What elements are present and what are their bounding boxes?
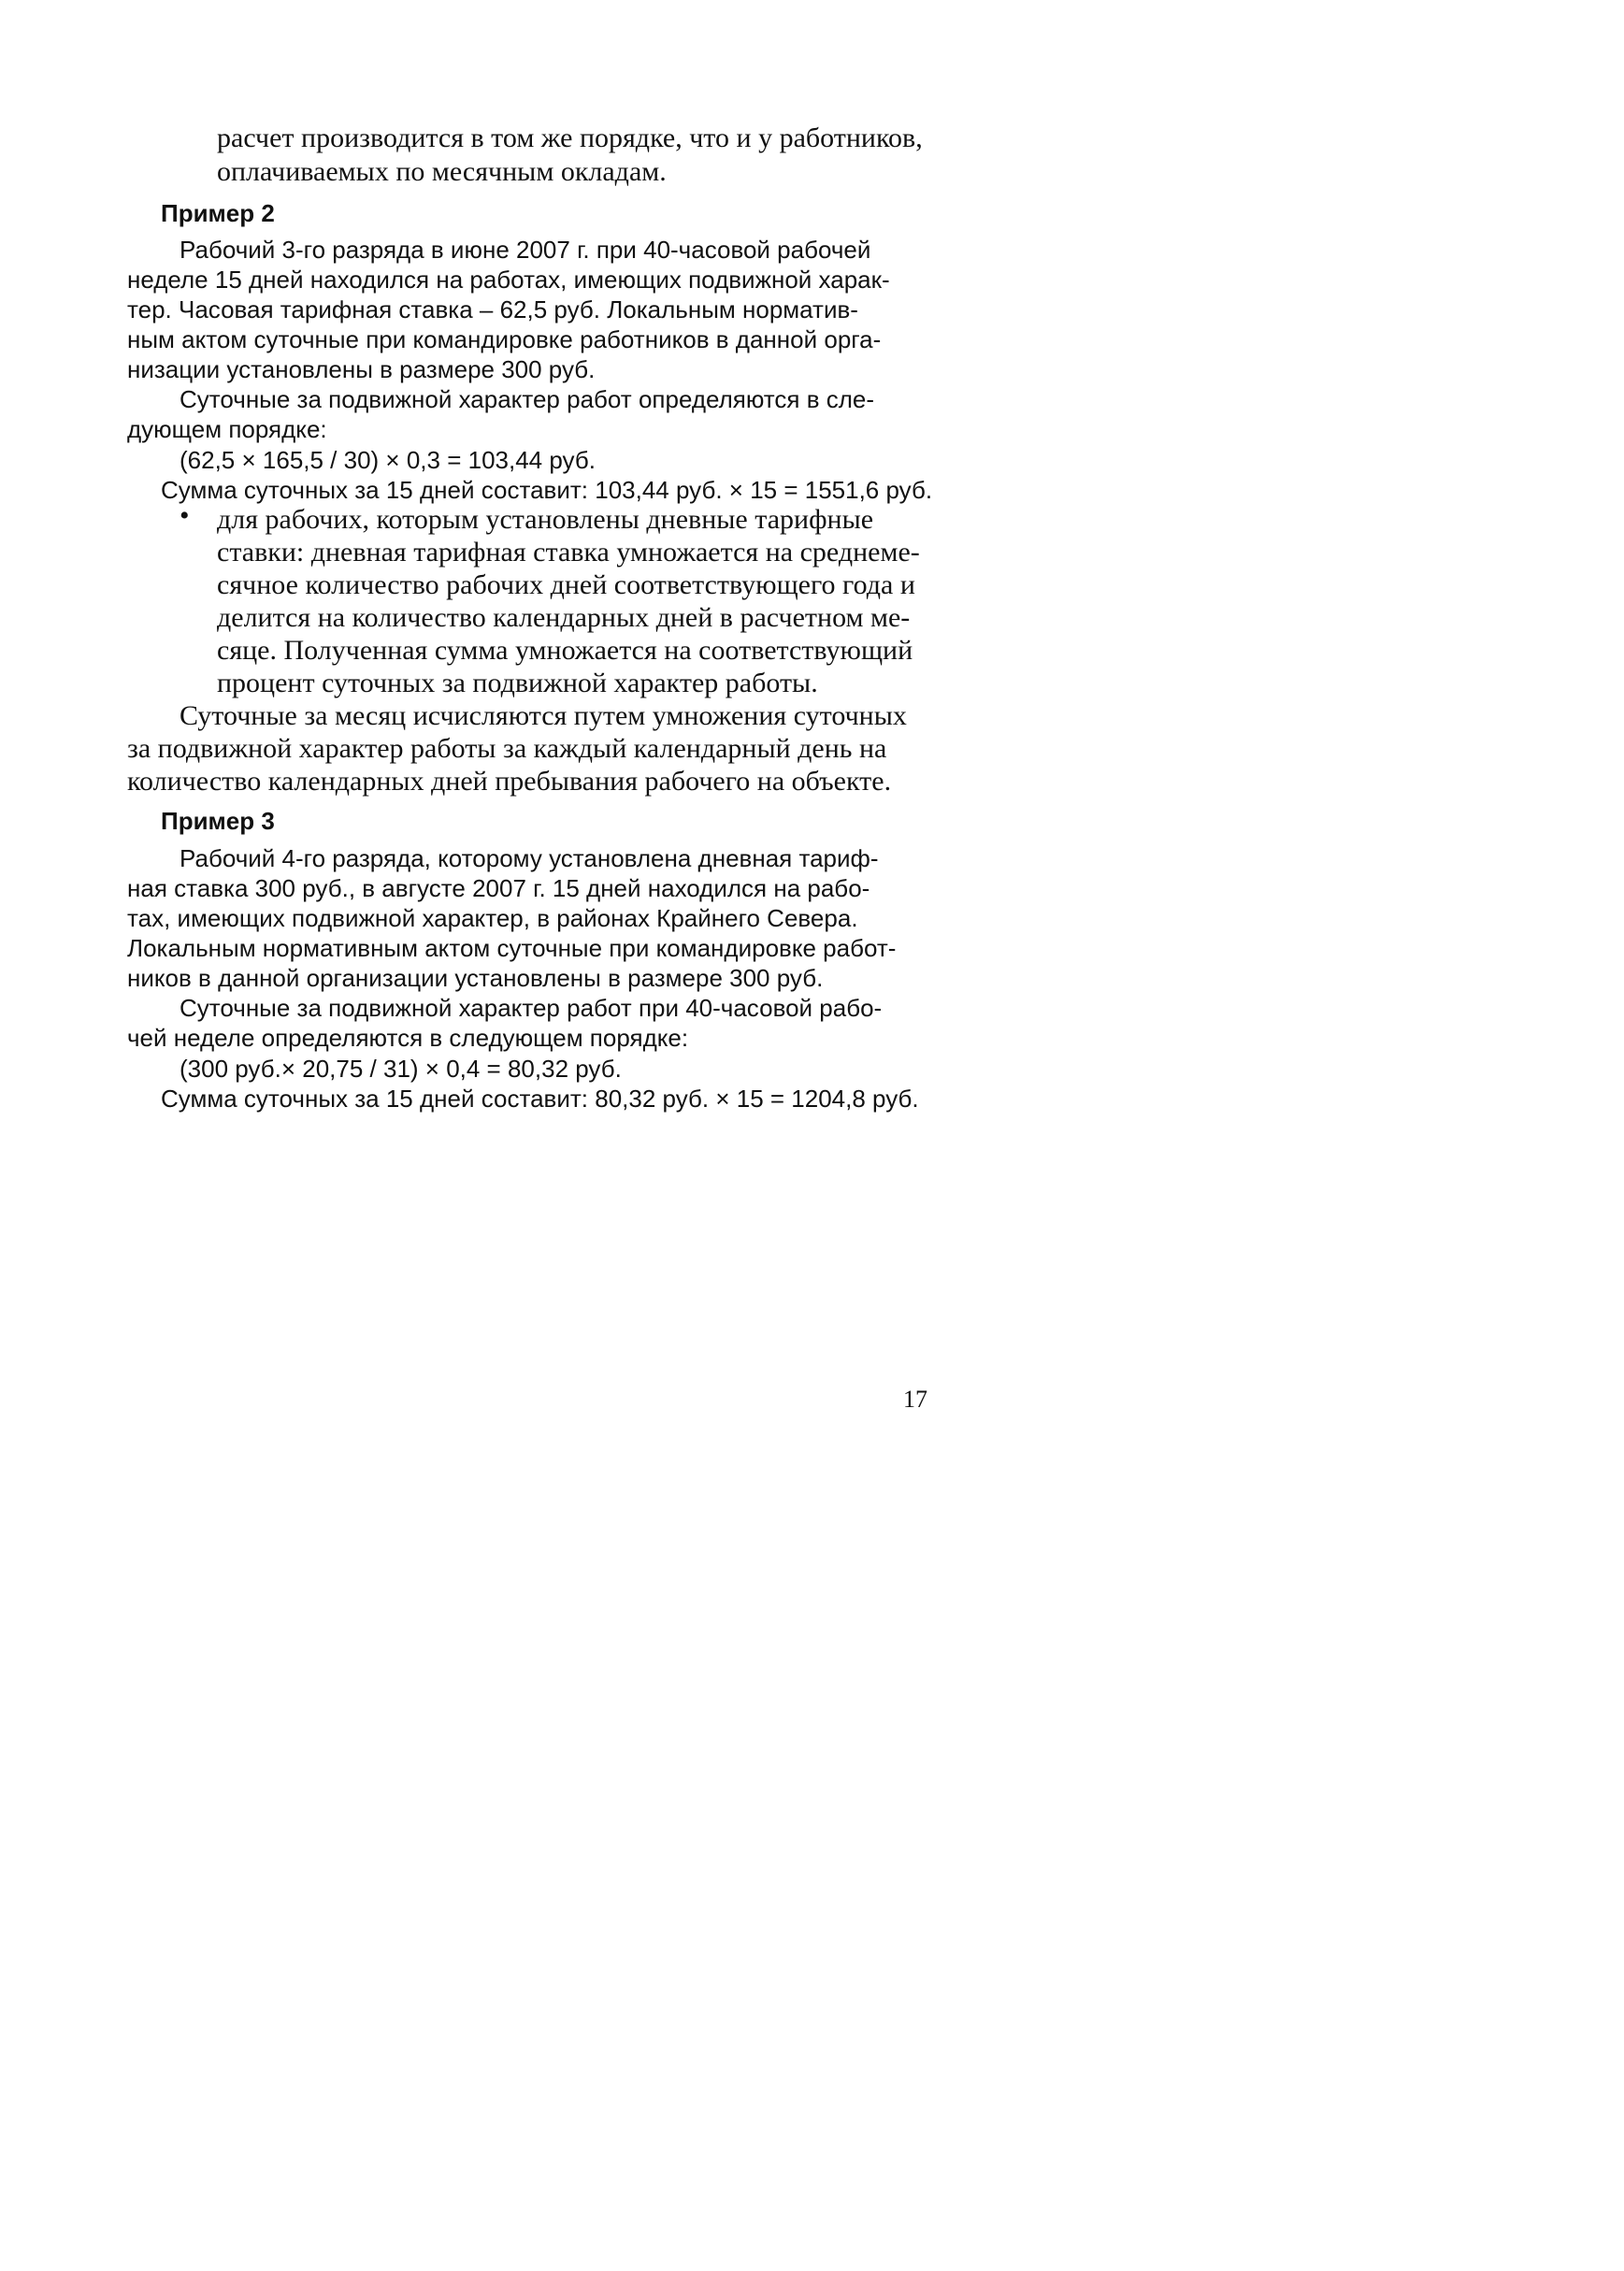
example-3-sum: Сумма суточных за 15 дней составит: 80,32 руб. × 15 = 1204,8 руб. — [161, 1085, 919, 1113]
example-2-line-6: Суточные за подвижной характер работ определяются в сле- — [180, 385, 875, 413]
example-2-heading: Пример 2 — [161, 199, 275, 227]
intro-line-2: оплачиваемых по месячным окладам. — [217, 156, 667, 187]
example-2-formula: (62,5 × 165,5 / 30) × 0,3 = 103,44 руб. — [180, 446, 596, 474]
intro-line-1: расчет производится в том же порядке, что и у работников, — [217, 122, 923, 153]
example-2-line-1: Рабочий 3-го разряда в июне 2007 г. при 40-часовой рабочей — [180, 236, 871, 264]
bullet-line-5: сяце. Полученная сумма умножается на соответствующий — [217, 635, 913, 666]
example-3-line-2: ная ставка 300 руб., в августе 2007 г. 15 дней находился на рабо- — [127, 874, 870, 902]
example-2-line-3: тер. Часовая тарифная ставка – 62,5 руб. Локальным норматив- — [127, 295, 858, 323]
example-3-line-5: ников в данной организации установлены в размере 300 руб. — [127, 964, 824, 992]
example-3-line-1: Рабочий 4-го разряда, которому установлена дневная тариф- — [180, 844, 879, 872]
example-3-line-7: чей неделе определяются в следующем порядке: — [127, 1024, 689, 1052]
example-2-line-5: низации установлены в размере 300 руб. — [127, 355, 596, 383]
example-2-line-4: ным актом суточные при командировке работников в данной орга- — [127, 325, 882, 353]
example-3-formula: (300 руб.× 20,75 / 31) × 0,4 = 80,32 руб. — [180, 1055, 622, 1083]
example-2-sum: Сумма суточных за 15 дней составит: 103,44 руб. × 15 = 1551,6 руб. — [161, 476, 933, 504]
page-number: 17 — [903, 1386, 927, 1413]
bullet-line-6: процент суточных за подвижной характер работы. — [217, 668, 818, 698]
bullet-line-1: для рабочих, которым установлены дневные тарифные — [217, 504, 874, 535]
monthly-line-1: Суточные за месяц исчисляются путем умножения суточных — [180, 700, 907, 731]
bullet-line-2: ставки: дневная тарифная ставка умножается на среднеме- — [217, 537, 920, 568]
example-3-line-4: Локальным нормативным актом суточные при командировке работ- — [127, 934, 897, 962]
example-2-line-7: дующем порядке: — [127, 415, 327, 443]
bullet-line-4: делится на количество календарных дней в расчетном ме- — [217, 602, 911, 633]
example-3-heading: Пример 3 — [161, 807, 275, 835]
monthly-line-3: количество календарных дней пребывания рабочего на объекте. — [127, 766, 892, 797]
document-page — [0, 0, 1056, 1476]
bullet-dot-icon: • — [180, 500, 190, 531]
example-3-line-6: Суточные за подвижной характер работ при 40-часовой рабо- — [180, 994, 883, 1022]
monthly-line-2: за подвижной характер работы за каждый календарный день на — [127, 733, 887, 764]
example-3-line-3: тах, имеющих подвижной характер, в районах Крайнего Севера. — [127, 904, 858, 932]
example-2-line-2: неделе 15 дней находился на работах, имеющих подвижной харак- — [127, 266, 890, 294]
bullet-line-3: сячное количество рабочих дней соответствующего года и — [217, 569, 915, 600]
